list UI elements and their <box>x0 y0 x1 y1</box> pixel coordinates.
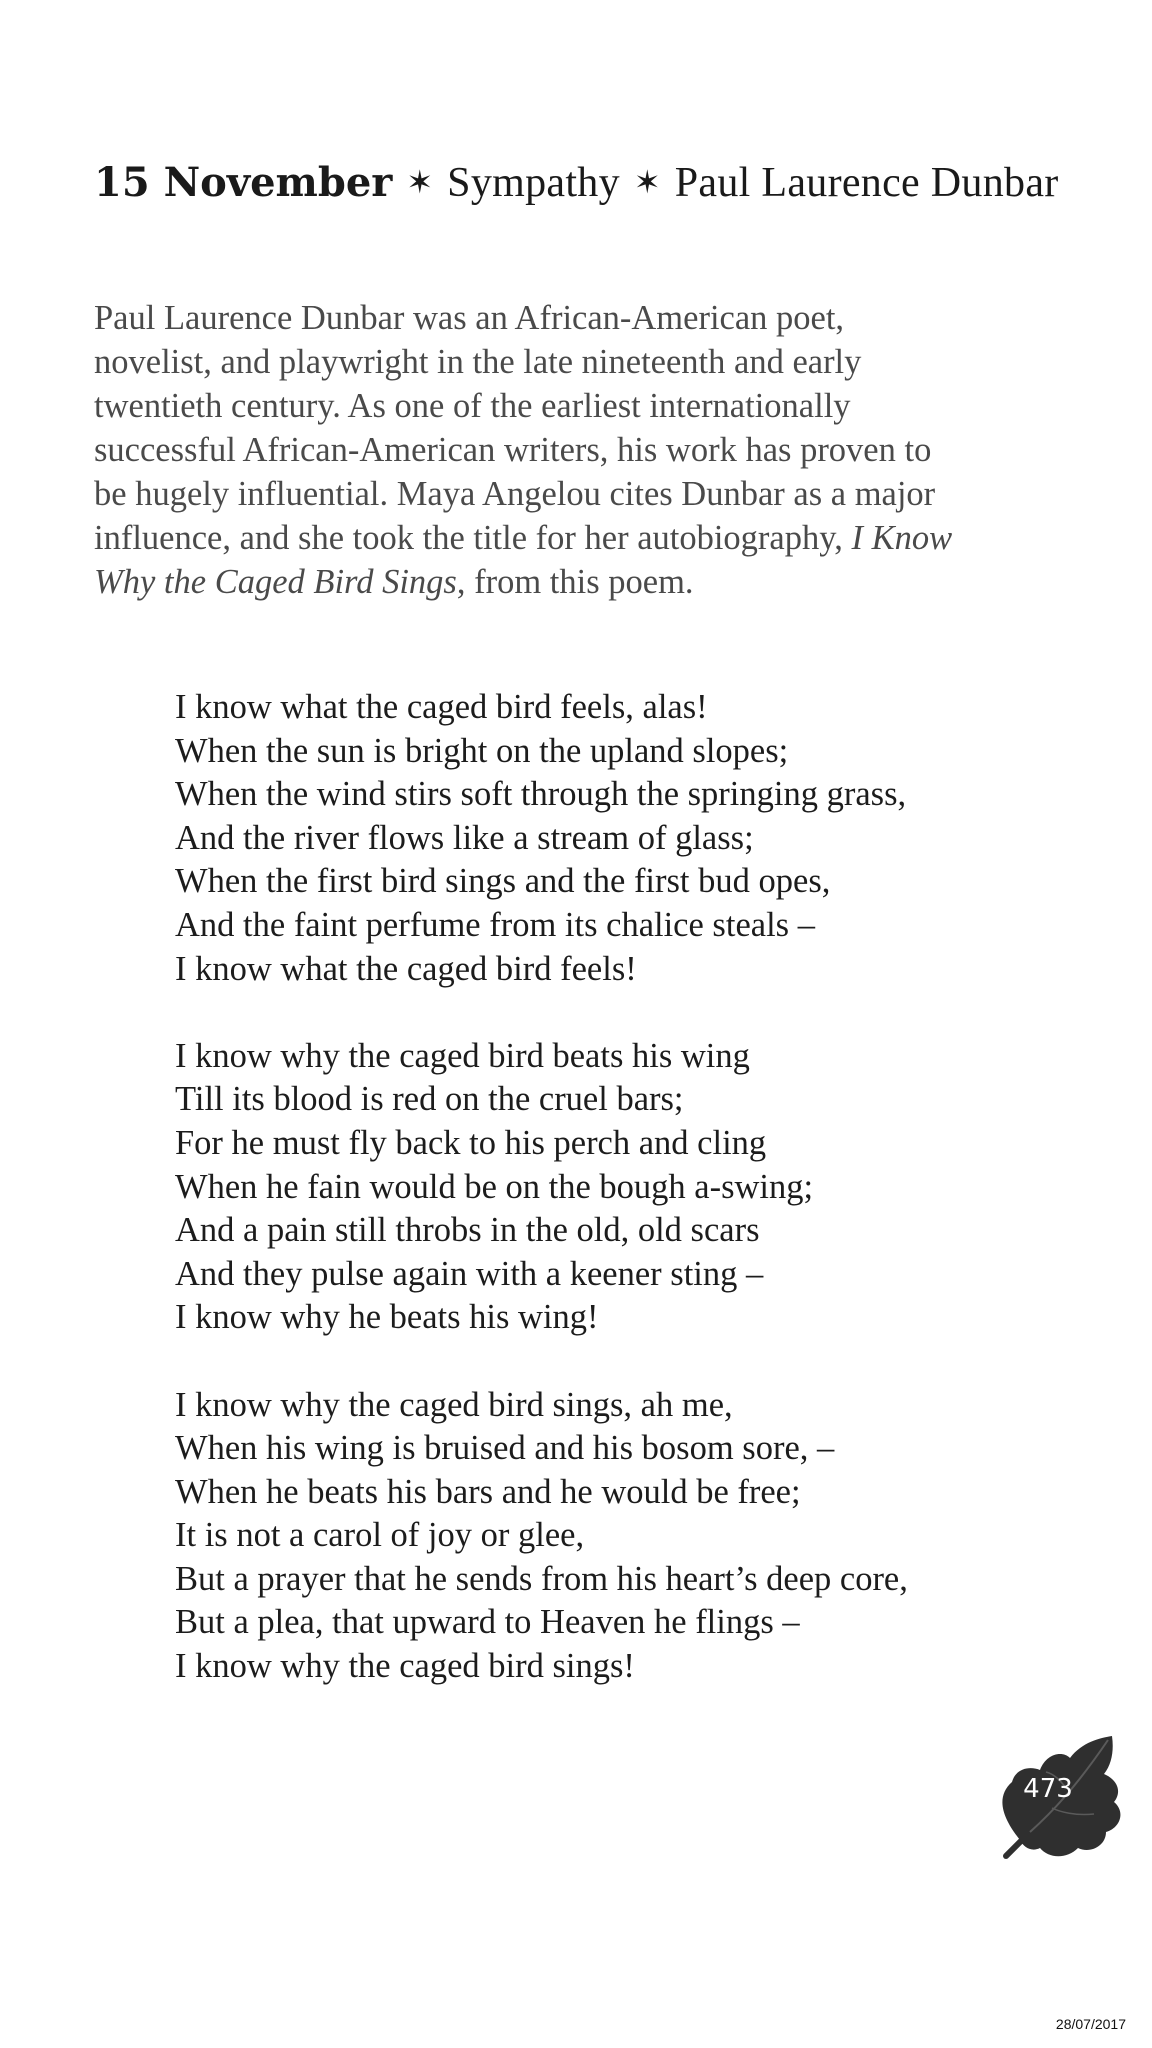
print-date: 28/07/2017 <box>1055 2016 1126 2032</box>
star-separator-icon: ✶ <box>633 163 661 201</box>
page-number-badge <box>990 1728 1130 1868</box>
intro-line: be hugely influential. Maya Angelou cites Dunbar as a major <box>94 475 936 513</box>
intro-line: novelist, and playwright in the late nineteenth and early <box>94 343 862 381</box>
intro-text: , from this poem. <box>456 563 694 601</box>
verse-line: When his wing is bruised and his bosom sore, – <box>175 1429 835 1468</box>
stanza <box>175 1384 1075 1689</box>
verse-line: And the river flows like a stream of glass; <box>175 818 754 857</box>
poem-body <box>175 686 1075 1732</box>
page-number: 473 <box>1023 1774 1073 1804</box>
intro-text: influence, and she took the title for her autobiography, <box>94 519 852 557</box>
poem-title: Sympathy <box>447 160 620 206</box>
verse-line: And they pulse again with a keener sting – <box>175 1254 764 1293</box>
verse-line: When the sun is bright on the upland slopes; <box>175 731 789 770</box>
stanza <box>175 1035 1075 1340</box>
verse-line: But a plea, that upward to Heaven he flings – <box>175 1603 800 1642</box>
verse-line: When he fain would be on the bough a-swing; <box>175 1167 814 1206</box>
verse-line: When he beats his bars and he would be free; <box>175 1472 801 1511</box>
poem-author: Paul Laurence Dunbar <box>674 160 1059 206</box>
verse-line: It is not a carol of joy or glee, <box>175 1516 585 1555</box>
verse-line: And a pain still throbs in the old, old scars <box>175 1211 760 1250</box>
verse-line: I know why the caged bird sings, ah me, <box>175 1385 733 1424</box>
verse-line: When the wind stirs soft through the springing grass, <box>175 775 907 814</box>
verse-line: I know why the caged bird sings! <box>175 1647 635 1686</box>
verse-line: And the faint perfume from its chalice steals – <box>175 905 815 944</box>
intro-line <box>94 560 1074 604</box>
intro-line: Paul Laurence Dunbar was an African-American poet, <box>94 299 845 337</box>
entry-date: 15 November <box>94 159 393 206</box>
book-title-italic: Why the Caged Bird Sings <box>94 563 457 601</box>
verse-line: I know why the caged bird beats his wing <box>175 1036 750 1075</box>
intro-line: successful African-American writers, his work has proven to <box>94 431 932 469</box>
verse-line: But a prayer that he sends from his heart’s deep core, <box>175 1559 908 1598</box>
intro-paragraph <box>94 296 1074 604</box>
verse-line: I know what the caged bird feels, alas! <box>175 688 708 726</box>
book-title-italic: I Know <box>851 519 953 557</box>
page-heading <box>94 158 1094 210</box>
stanza <box>175 686 1075 991</box>
intro-line <box>94 516 1074 560</box>
verse-line: I know what the caged bird feels! <box>175 949 637 988</box>
verse-line: When the first bird sings and the first bud opes, <box>175 862 831 901</box>
verse-line: I know why he beats his wing! <box>175 1298 599 1337</box>
verse-line: For he must fly back to his perch and cling <box>175 1123 767 1162</box>
intro-line: twentieth century. As one of the earliest internationally <box>94 387 851 425</box>
star-separator-icon: ✶ <box>406 163 434 201</box>
verse-line: Till its blood is red on the cruel bars; <box>175 1080 684 1119</box>
